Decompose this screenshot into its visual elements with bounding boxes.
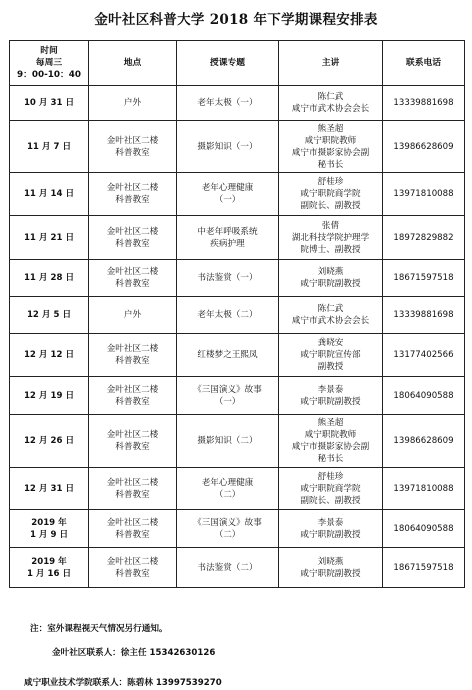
lecturer-cell-line: 咸宁职院宣传部	[300, 350, 361, 360]
lecturer-cell-line: 刘晓燕	[317, 267, 344, 277]
lecturer-cell	[279, 216, 383, 260]
community-contact: 金叶社区联系人：徐主任 15342630126	[52, 648, 216, 658]
topic-cell	[177, 377, 279, 415]
lecturer-cell-line: 副院长、副教授	[300, 201, 361, 211]
lecturer-cell-line: 李景泰	[317, 384, 344, 395]
location-cell-line: 科普教室	[115, 195, 150, 205]
phone-cell: 13971810088	[383, 468, 465, 510]
date-cell	[10, 86, 89, 121]
location-cell-line: 金叶社区二楼	[106, 517, 159, 528]
lecturer-cell-line: 秘书长	[317, 159, 344, 170]
date-cell-line: 2019 年	[31, 517, 67, 528]
table-row	[10, 548, 465, 588]
phone-cell: 13339881698	[383, 297, 465, 334]
header-topic: 授课专题	[177, 41, 279, 86]
phone-cell: 18671597518	[383, 260, 465, 297]
date-cell-line: 11 月 21 日	[23, 232, 75, 243]
date-cell	[10, 510, 89, 548]
date-cell-line: 1 月 9 日	[29, 529, 69, 540]
date-cell-line: 12 月 19 日	[23, 390, 75, 401]
lecturer-cell-line: 张倩	[321, 220, 340, 231]
lecturer-cell	[279, 468, 383, 510]
location-cell	[89, 548, 177, 588]
header-time	[10, 41, 89, 86]
location-cell	[89, 173, 177, 216]
lecturer-cell	[279, 415, 383, 468]
location-cell-line: 科普教室	[115, 238, 150, 249]
location-cell-line: 金叶社区二楼	[106, 344, 159, 354]
location-cell-line: 金叶社区二楼	[106, 267, 159, 277]
topic-cell-line: 摄影知识（一）	[197, 141, 258, 152]
lecturer-cell-line: 副教授	[317, 362, 344, 372]
location-cell-line: 户外	[123, 98, 142, 108]
date-cell-line: 12 月 31 日	[23, 483, 75, 494]
topic-cell	[177, 297, 279, 334]
topic-cell-line: 红楼梦之王熙凤	[197, 350, 258, 360]
college-contact: 咸宁职业技术学院联系人：陈碧林 13997539270	[24, 678, 222, 688]
topic-cell-line: 摄影知识（二）	[197, 436, 258, 446]
location-cell	[89, 216, 177, 260]
lecturer-cell	[279, 510, 383, 548]
location-cell-line: 科普教室	[115, 442, 150, 452]
phone-cell: 13339881698	[383, 86, 465, 121]
lecturer-cell-line: 咸宁职院商学院	[300, 189, 361, 199]
location-cell	[89, 121, 177, 173]
phone-cell: 18671597518	[383, 548, 465, 588]
location-cell	[89, 468, 177, 510]
lecturer-cell-line: 咸宁职院副教授	[300, 529, 361, 540]
topic-cell	[177, 510, 279, 548]
header-location: 地点	[89, 41, 177, 86]
phone-cell: 13986628609	[383, 121, 465, 173]
phone-cell: 18972829882	[383, 216, 465, 260]
date-cell	[10, 216, 89, 260]
date-cell-line: 10 月 31 日	[23, 98, 75, 108]
topic-cell	[177, 415, 279, 468]
location-cell-line: 金叶社区二楼	[106, 556, 159, 567]
location-cell-line: 科普教室	[115, 568, 150, 579]
topic-cell-line: （一）	[214, 195, 241, 205]
topic-cell-line: （二）	[214, 529, 241, 540]
header-lecturer: 主讲	[279, 41, 383, 86]
location-cell-line: 科普教室	[115, 279, 150, 289]
lecturer-cell	[279, 334, 383, 377]
date-cell	[10, 468, 89, 510]
location-cell-line: 金叶社区二楼	[106, 384, 159, 395]
schedule-table	[9, 40, 465, 588]
location-cell	[89, 86, 177, 121]
lecturer-cell	[279, 377, 383, 415]
date-cell-line: 12 月 5 日	[26, 310, 72, 320]
lecturer-cell-line: 刘晓燕	[317, 556, 344, 567]
location-cell	[89, 510, 177, 548]
location-cell	[89, 377, 177, 415]
date-cell	[10, 415, 89, 468]
lecturer-cell-line: 咸宁职院商学院	[300, 483, 361, 494]
table-row	[10, 468, 465, 510]
date-cell	[10, 548, 89, 588]
header-time-line: 时间	[40, 46, 58, 56]
location-cell-line: 金叶社区二楼	[106, 477, 159, 488]
table-row	[10, 260, 465, 297]
date-cell-line: 11 月 28 日	[23, 273, 75, 283]
lecturer-cell-line: 熊圣超	[317, 123, 344, 134]
topic-cell-line: 中老年呼吸系统	[197, 226, 258, 237]
topic-cell-line: 书法鉴赏（二）	[197, 562, 258, 573]
location-cell-line: 金叶社区二楼	[106, 183, 159, 193]
location-cell	[89, 334, 177, 377]
date-cell	[10, 260, 89, 297]
location-cell-line: 科普教室	[115, 489, 150, 500]
lecturer-cell-line: 院博士、副教授	[300, 244, 361, 255]
table-header-row	[10, 41, 465, 86]
date-cell-line: 11 月 7 日	[26, 141, 72, 152]
location-cell	[89, 297, 177, 334]
date-cell-line: 2019 年	[31, 556, 67, 567]
lecturer-cell-line: 熊圣超	[317, 418, 344, 428]
phone-cell: 18064090588	[383, 377, 465, 415]
location-cell-line: 科普教室	[115, 356, 150, 366]
topic-cell-line: 疾病护理	[210, 238, 245, 249]
location-cell-line: 户外	[123, 310, 142, 320]
topic-cell	[177, 86, 279, 121]
topic-cell-line: （二）	[214, 489, 241, 500]
lecturer-cell	[279, 297, 383, 334]
topic-cell-line: 《三国演义》故事	[193, 517, 262, 528]
date-cell	[10, 173, 89, 216]
topic-cell-line: 老年心理健康	[201, 183, 254, 193]
lecturer-cell-line: 咸宁市摄影家协会副	[291, 147, 370, 158]
topic-cell	[177, 548, 279, 588]
phone-cell: 13971810088	[383, 173, 465, 216]
lecturer-cell-line: 陈仁武	[317, 304, 344, 314]
schedule-body	[10, 86, 465, 588]
location-cell-line: 金叶社区二楼	[106, 430, 159, 440]
note-text: 注：室外课程视天气情况另行通知。	[30, 624, 168, 634]
location-cell	[89, 260, 177, 297]
phone-cell: 13177402566	[383, 334, 465, 377]
lecturer-cell-line: 咸宁职院副教授	[300, 396, 361, 407]
topic-cell	[177, 334, 279, 377]
lecturer-cell-line: 龚晓安	[317, 338, 344, 348]
location-cell-line: 金叶社区二楼	[106, 226, 159, 237]
topic-cell	[177, 173, 279, 216]
lecturer-cell-line: 咸宁市武术协会会长	[291, 316, 370, 326]
table-row	[10, 121, 465, 173]
table-row	[10, 216, 465, 260]
topic-cell-line: 书法鉴赏（一）	[197, 273, 258, 283]
table-row	[10, 377, 465, 415]
lecturer-cell	[279, 548, 383, 588]
date-cell	[10, 121, 89, 173]
lecturer-cell-line: 舒桂珍	[317, 177, 344, 187]
page-title: 金叶社区科普大学 2018 年下学期课程安排表	[94, 12, 378, 28]
lecturer-cell-line: 咸宁市武术协会会长	[291, 104, 370, 114]
lecturer-cell	[279, 121, 383, 173]
date-cell	[10, 297, 89, 334]
lecturer-cell-line: 咸宁职院教师	[304, 135, 357, 146]
topic-cell-line: 老年太极（一）	[197, 98, 258, 108]
lecturer-cell-line: 咸宁职院教师	[304, 430, 357, 440]
topic-cell	[177, 260, 279, 297]
date-cell-line: 11 月 14 日	[23, 189, 75, 199]
lecturer-cell-line: 陈仁武	[317, 92, 344, 102]
header-time-line: 每周三	[35, 58, 63, 68]
lecturer-cell-line: 副院长、副教授	[300, 495, 361, 506]
location-cell-line: 金叶社区二楼	[106, 135, 159, 146]
lecturer-cell-line: 咸宁职院副教授	[300, 568, 361, 579]
phone-cell: 13986628609	[383, 415, 465, 468]
location-cell	[89, 415, 177, 468]
lecturer-cell	[279, 173, 383, 216]
lecturer-cell-line: 咸宁市摄影家协会副	[291, 442, 370, 452]
topic-cell-line: 《三国演义》故事	[193, 384, 262, 395]
date-cell	[10, 377, 89, 415]
location-cell-line: 科普教室	[115, 147, 150, 158]
topic-cell-line: 老年心理健康	[201, 477, 254, 488]
lecturer-cell-line: 湖北科技学院护理学	[291, 232, 370, 243]
topic-cell-line: （一）	[214, 396, 241, 407]
table-row	[10, 173, 465, 216]
table-row	[10, 415, 465, 468]
lecturer-cell	[279, 86, 383, 121]
table-row	[10, 86, 465, 121]
lecturer-cell-line: 舒桂珍	[317, 471, 344, 482]
table-row	[10, 334, 465, 377]
lecturer-cell-line: 咸宁职院副教授	[300, 279, 361, 289]
phone-cell: 18064090588	[383, 510, 465, 548]
table-row	[10, 510, 465, 548]
header-time-line: 9：00-10：40	[16, 70, 82, 80]
date-cell-line: 1 月 16 日	[26, 568, 72, 579]
topic-cell	[177, 121, 279, 173]
topic-cell	[177, 468, 279, 510]
location-cell-line: 科普教室	[115, 529, 150, 540]
topic-cell-line: 老年太极（二）	[197, 310, 258, 320]
header-phone: 联系电话	[383, 41, 465, 86]
date-cell-line: 12 月 12 日	[23, 350, 75, 360]
lecturer-cell-line: 秘书长	[317, 454, 344, 464]
date-cell	[10, 334, 89, 377]
lecturer-cell	[279, 260, 383, 297]
topic-cell	[177, 216, 279, 260]
lecturer-cell-line: 李景泰	[317, 517, 344, 528]
date-cell-line: 12 月 26 日	[23, 436, 75, 446]
location-cell-line: 科普教室	[115, 396, 150, 407]
table-row	[10, 297, 465, 334]
